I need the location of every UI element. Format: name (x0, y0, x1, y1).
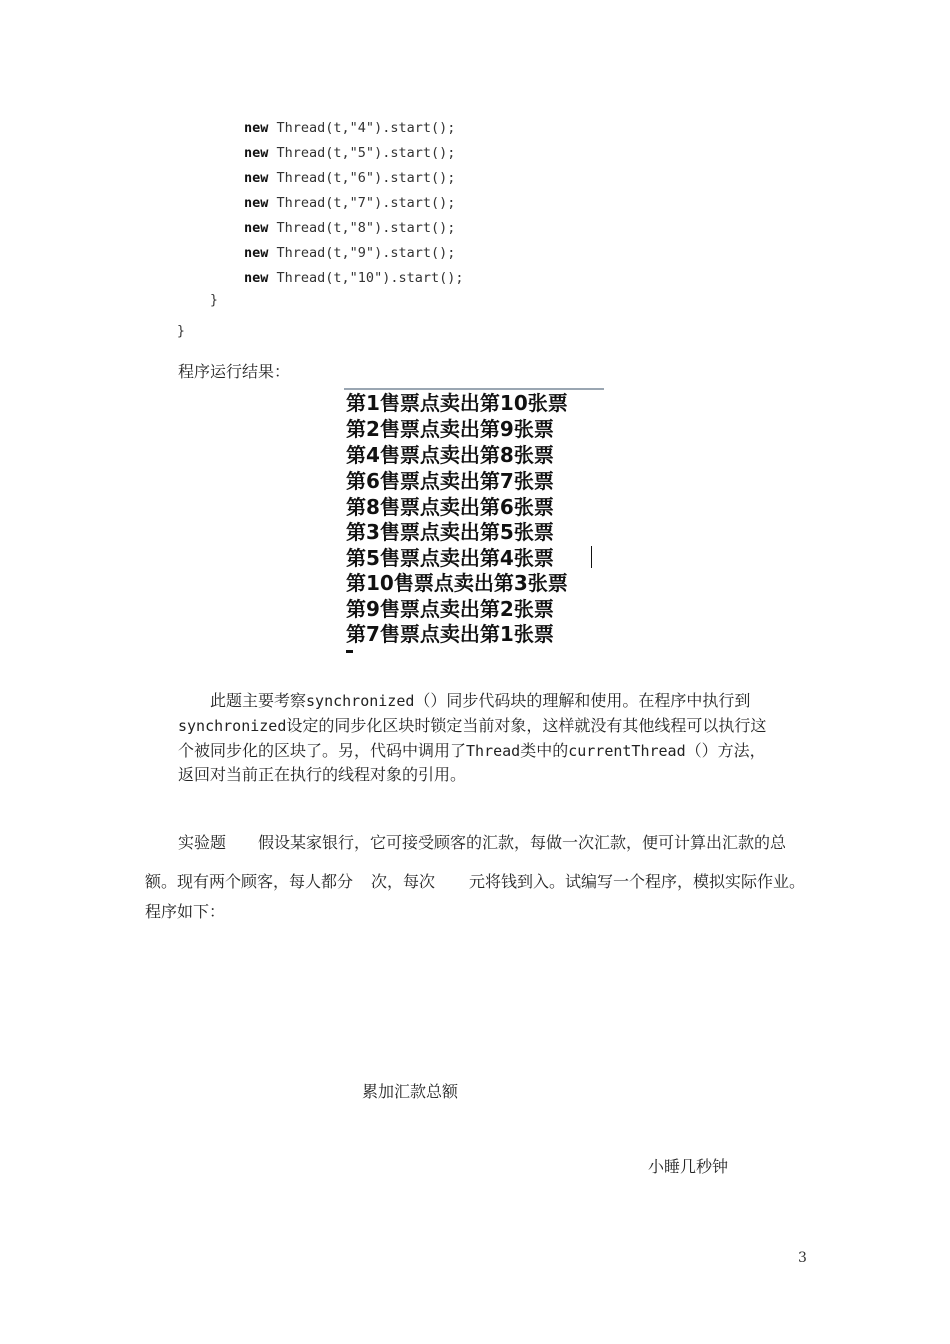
code-line (244, 194, 455, 212)
code-line (244, 169, 455, 187)
code-term: synchronized (306, 692, 415, 710)
explanation-line: 个被同步化的区块了。另，代码中调用了Thread类中的currentThread（）方法， (178, 741, 766, 760)
code-keyword: new (244, 170, 269, 186)
code-line (244, 269, 463, 287)
page-number: 3 (798, 1250, 807, 1266)
experiment-line: 假设某家银行，它可接受顾客的汇款，每做一次汇款，便可计算出汇款的总 (258, 833, 787, 852)
note-sleep: 小睡几秒钟 (648, 1157, 729, 1176)
console-line: 第8售票点卖出第6张票 (346, 495, 554, 519)
code-text: Thread(t,"10").start(); (276, 270, 464, 286)
code-text: Thread(t,"6").start(); (276, 170, 456, 186)
console-line: 第7售票点卖出第1张票 (346, 622, 554, 646)
code-line (244, 119, 455, 137)
experiment-title: 实验题 (178, 833, 227, 852)
code-keyword: new (244, 195, 269, 211)
code-keyword: new (244, 145, 269, 161)
console-line: 第4售票点卖出第8张票 (346, 443, 554, 467)
code-keyword: new (244, 270, 269, 286)
experiment-line: 额。现有两个顾客，每人都分 次，每次 元将钱到入。试编写一个程序，模拟实际作业。 (145, 872, 806, 891)
code-text: Thread(t,"4").start(); (276, 120, 456, 136)
console-line: 第10售票点卖出第3张票 (346, 571, 568, 595)
code-line (244, 144, 455, 162)
code-text: Thread(t,"5").start(); (276, 145, 456, 161)
console-line: 第3售票点卖出第5张票 (346, 520, 554, 544)
code-term: Thread (466, 742, 521, 760)
console-output (344, 388, 606, 658)
code-text: Thread(t,"8").start(); (276, 220, 456, 236)
code-inner-brace: } (210, 293, 218, 308)
code-keyword: new (244, 120, 269, 136)
code-outer-brace: } (177, 324, 185, 339)
console-line: 第5售票点卖出第4张票 (346, 546, 554, 570)
explanation-line: synchronized设定的同步化区块时锁定当前对象，这样就没有其他线程可以执行这 (178, 716, 767, 735)
console-prompt-mark (346, 650, 353, 653)
code-line (244, 244, 455, 262)
code-keyword: new (244, 220, 269, 236)
experiment-line: 程序如下： (145, 902, 226, 921)
note-sum: 累加汇款总额 (362, 1082, 459, 1101)
console-line: 第9售票点卖出第2张票 (346, 597, 554, 621)
code-line (244, 219, 455, 237)
text-cursor (591, 546, 592, 568)
explanation-line: 此题主要考察synchronized（）同步代码块的理解和使用。在程序中执行到 (210, 691, 751, 710)
console-line: 第6售票点卖出第7张票 (346, 469, 554, 493)
code-text: Thread(t,"9").start(); (276, 245, 456, 261)
console-line: 第1售票点卖出第10张票 (346, 391, 568, 415)
result-label: 程序运行结果： (178, 362, 291, 381)
code-text: Thread(t,"7").start(); (276, 195, 456, 211)
code-term: currentThread (568, 742, 686, 760)
console-line: 第2售票点卖出第9张票 (346, 417, 554, 441)
explanation-line: 返回对当前正在执行的线程对象的引用。 (178, 765, 467, 784)
code-keyword: new (244, 245, 269, 261)
code-term: synchronized (178, 717, 287, 735)
